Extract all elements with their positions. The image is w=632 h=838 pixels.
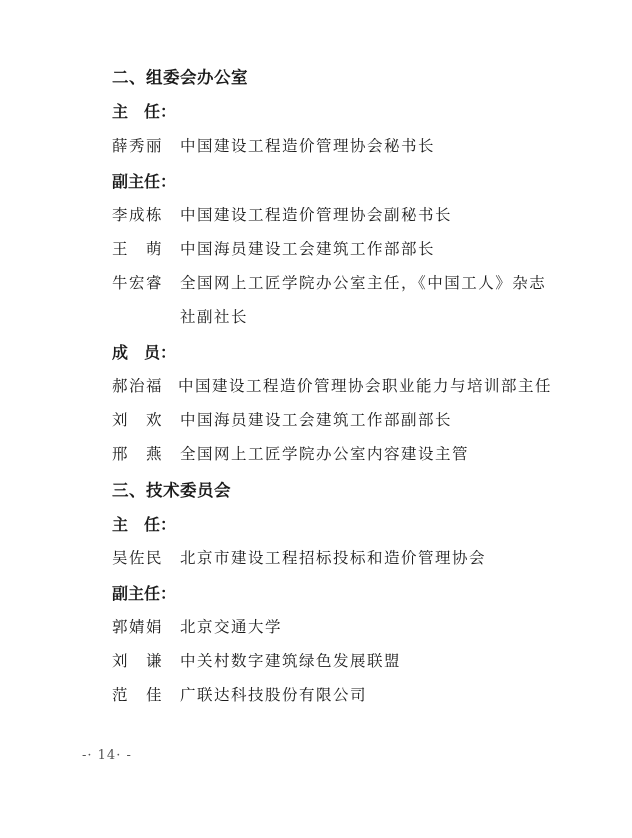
page-number: -· 14· -: [82, 748, 132, 763]
member-title-continued: 社副社长: [180, 308, 249, 326]
member-title: 中国建设工程造价管理协会秘书长: [180, 137, 436, 155]
role-heading: 副主任：: [112, 172, 177, 191]
member-name: 吴佐民: [112, 549, 164, 567]
member-name: 郭婧娟: [112, 618, 164, 636]
member-title: 北京交通大学: [180, 618, 283, 636]
member-name: 郝治福: [112, 377, 164, 395]
role-heading: 副主任：: [112, 584, 177, 603]
member-title: 全国网上工匠学院办公室内容建设主管: [180, 445, 470, 463]
role-heading: 主 任：: [112, 102, 177, 121]
member-title: 广联达科技股份有限公司: [180, 686, 368, 704]
member-title: 中国建设工程造价管理协会副秘书长: [180, 206, 453, 224]
member-name: 刘 谦: [112, 652, 164, 670]
member-name: 刘 欢: [112, 411, 164, 429]
member-title: 中国建设工程造价管理协会职业能力与培训部主任: [178, 377, 553, 395]
member-name: 邢 燕: [112, 445, 164, 463]
section-title: 二、组委会办公室: [112, 68, 248, 87]
role-heading: 主 任：: [112, 515, 177, 534]
member-name: 牛宏睿: [112, 274, 164, 292]
member-title: 全国网上工匠学院办公室主任，《中国工人》杂志: [180, 274, 547, 292]
member-name: 薛秀丽: [112, 137, 164, 155]
role-heading: 成 员：: [112, 343, 177, 362]
member-name: 王 萌: [112, 240, 164, 258]
member-title: 中国海员建设工会建筑工作部副部长: [180, 411, 453, 429]
member-name: 范 佳: [112, 686, 164, 704]
member-title: 中国海员建设工会建筑工作部部长: [180, 240, 436, 258]
member-name: 李成栋: [112, 206, 164, 224]
member-title: 北京市建设工程招标投标和造价管理协会: [180, 549, 487, 567]
member-title: 中关村数字建筑绿色发展联盟: [180, 652, 402, 670]
section-title: 三、技术委员会: [112, 481, 231, 500]
